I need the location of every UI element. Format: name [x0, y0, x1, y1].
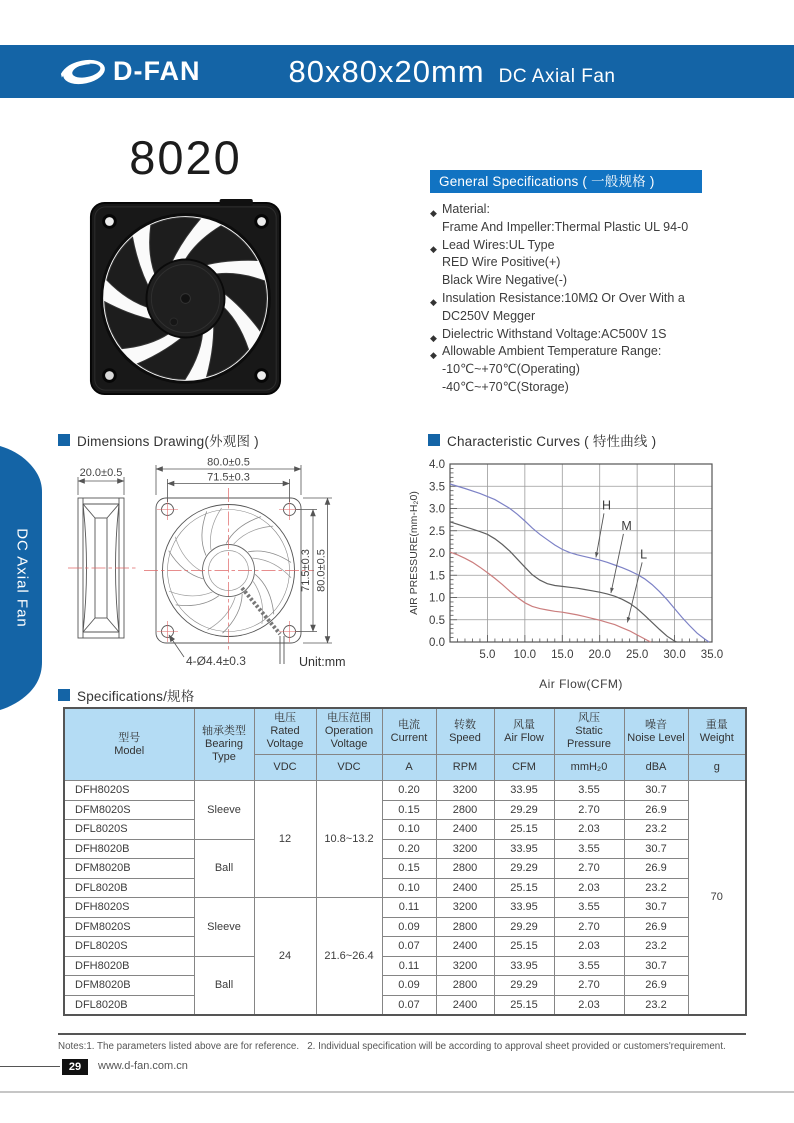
specifications-table-wrap [63, 707, 745, 1016]
table-cell: 0.09 [382, 917, 436, 937]
table-cell: 3.55 [554, 898, 624, 918]
table-cell: 2400 [436, 995, 494, 1015]
x-tick-label: 25.0 [625, 649, 649, 661]
specifications-table [63, 707, 747, 1016]
table-cell: Ball [194, 956, 254, 1015]
dim-holes: 4-Ø4.4±0.3 [186, 654, 246, 668]
y-tick-label: 4.0 [429, 459, 445, 471]
table-cell: 23.2 [624, 995, 688, 1015]
table-cell: DFH8020S [64, 898, 194, 918]
spec-item: ◆ Insulation Resistance:10MΩ Or Over With a [430, 290, 722, 308]
spec-item: ◆ Material: [430, 201, 722, 219]
section-title-specifications: Specifications/规格 [58, 685, 194, 705]
table-cell: 29.29 [494, 976, 554, 996]
blue-square-bullet-icon [428, 434, 440, 446]
table-cell: 23.2 [624, 937, 688, 957]
table-cell: DFM8020B [64, 976, 194, 996]
table-cell: Sleeve [194, 781, 254, 840]
table-cell: 3200 [436, 839, 494, 859]
table-cell: Ball [194, 839, 254, 898]
column-header: 电流 Current [382, 708, 436, 755]
table-cell: DFL8020S [64, 937, 194, 957]
table-cell: 0.11 [382, 898, 436, 918]
table-cell: 26.9 [624, 859, 688, 879]
unit-header: mmH₂0 [554, 755, 624, 781]
unit-header: A [382, 755, 436, 781]
curve-label-H: H [601, 498, 611, 513]
x-tick-label: 20.0 [588, 649, 611, 661]
table-cell: 2.03 [554, 878, 624, 898]
table-cell: 0.11 [382, 956, 436, 976]
dim-unit: Unit:mm [299, 655, 346, 669]
table-cell: 0.09 [382, 976, 436, 996]
page-number-line [0, 1066, 60, 1067]
brand-logo-icon [60, 56, 108, 88]
table-row [64, 781, 746, 801]
table-cell: Sleeve [194, 898, 254, 957]
table-cell: 2800 [436, 917, 494, 937]
table-cell: 29.29 [494, 917, 554, 937]
diamond-bullet-icon: ◆ [430, 208, 437, 218]
spec-item: ◆ Lead Wires:UL Type [430, 237, 722, 255]
spec-item: -40℃~+70℃(Storage) [442, 379, 569, 394]
column-header: 电压 Rated Voltage [254, 708, 316, 755]
spec-item: DC250V Megger [442, 308, 536, 323]
table-cell: 70 [688, 781, 746, 1015]
table-cell: 24 [254, 898, 316, 1015]
column-header: 噪音 Noise Level [624, 708, 688, 755]
y-tick-label: 0.0 [429, 637, 445, 649]
table-cell: 0.10 [382, 878, 436, 898]
x-tick-label: 35.0 [700, 649, 724, 661]
chart-y-axis-title: AIR PRESSURE(mm-H₂0) [408, 491, 420, 615]
x-tick-label: 10.0 [513, 649, 537, 661]
spec-item: ◆ Allowable Ambient Temperature Range: [430, 343, 722, 361]
y-tick-label: 2.0 [429, 548, 445, 560]
table-cell: 25.15 [494, 995, 554, 1015]
table-cell: 21.6~26.4 [316, 898, 382, 1015]
table-cell: 0.10 [382, 820, 436, 840]
dimensions-drawing [56, 450, 406, 695]
table-cell: 33.95 [494, 898, 554, 918]
table-row [64, 976, 746, 996]
sidebar-tab [0, 446, 44, 710]
diamond-bullet-icon: ◆ [430, 243, 437, 254]
curve-label-M: M [621, 518, 632, 533]
y-tick-label: 2.5 [429, 525, 445, 538]
section-title-curves: Characteristic Curves ( 特性曲线 ) [428, 430, 656, 450]
curves-chart-svg [406, 450, 738, 698]
table-row [64, 859, 746, 879]
table-cell: 30.7 [624, 898, 688, 918]
table-cell: 2.70 [554, 800, 624, 820]
table-row [64, 839, 746, 859]
fan-photo [88, 197, 283, 404]
unit-header: dBA [624, 755, 688, 781]
y-tick-label: 0.5 [429, 614, 445, 627]
table-cell: 33.95 [494, 839, 554, 859]
table-cell: 2.70 [554, 859, 624, 879]
blue-square-bullet-icon [58, 434, 70, 446]
column-header: 轴承类型 Bearing Type [194, 708, 254, 781]
y-tick-label: 1.5 [429, 570, 445, 583]
page-number: 29 [62, 1059, 88, 1075]
chart-x-axis-title: Air Flow(CFM) [539, 677, 623, 691]
table-cell: 2.03 [554, 820, 624, 840]
table-cell: DFM8020S [64, 917, 194, 937]
blue-square-bullet-icon [58, 689, 70, 701]
model-number: 8020 [129, 131, 242, 184]
fan-photo-image [88, 197, 283, 399]
table-cell: 30.7 [624, 839, 688, 859]
x-tick-label: 5.0 [479, 649, 496, 661]
table-cell: 10.8~13.2 [316, 781, 382, 898]
dim-height-inner: 71.5±0.3 [300, 549, 312, 592]
table-cell: DFH8020B [64, 839, 194, 859]
website-text: www.d-fan.com.cn [98, 1060, 188, 1072]
table-cell: 3200 [436, 898, 494, 918]
unit-header: CFM [494, 755, 554, 781]
table-row [64, 878, 746, 898]
section-title-dimensions: Dimensions Drawing(外观图 ) [58, 430, 259, 450]
table-cell: 0.07 [382, 937, 436, 957]
table-cell: DFL8020S [64, 820, 194, 840]
dim-depth: 20.0±0.5 [79, 467, 123, 479]
dim-width-inner: 71.5±0.3 [207, 471, 250, 484]
y-tick-label: 1.0 [429, 592, 445, 605]
table-row [64, 995, 746, 1015]
fan-product-title: DC Axial Fan [498, 65, 616, 87]
curve-H [450, 484, 709, 642]
unit-header: g [688, 755, 746, 781]
table-cell: 2.70 [554, 976, 624, 996]
table-row [64, 800, 746, 820]
table-cell: 3200 [436, 956, 494, 976]
page-title [289, 54, 616, 90]
fan-size-title: 80x80x20mm [288, 53, 485, 89]
column-header: 转数 Speed [436, 708, 494, 755]
table-cell: 33.95 [494, 781, 554, 801]
table-cell: 0.15 [382, 800, 436, 820]
y-tick-label: 3.5 [429, 481, 445, 494]
table-row [64, 820, 746, 840]
column-header: 重量 Weight [688, 708, 746, 755]
spec-item: RED Wire Positive(+) [442, 255, 561, 270]
table-cell: DFH8020S [64, 781, 194, 801]
column-header: 电压范围 Operation Voltage [316, 708, 382, 755]
sidebar-tab-label: DC Axial Fan [13, 528, 31, 628]
table-cell: 2400 [436, 878, 494, 898]
table-cell: 2800 [436, 976, 494, 996]
curve-M [450, 522, 677, 642]
general-specifications-header: General Specifications ( 一般规格 ) [430, 170, 702, 193]
brand-name: D-FAN [113, 56, 201, 86]
table-cell: 2800 [436, 859, 494, 879]
x-tick-label: 30.0 [663, 649, 686, 661]
column-header: 风量 Air Flow [494, 708, 554, 755]
table-cell: 3200 [436, 781, 494, 801]
spec-item: Frame And Impeller:Thermal Plastic UL 94-0 [442, 219, 689, 234]
table-cell: 30.7 [624, 781, 688, 801]
unit-header: VDC [316, 755, 382, 781]
table-cell: 0.07 [382, 995, 436, 1015]
dimensions-drawing-svg [56, 450, 406, 690]
spec-item: Black Wire Negative(-) [442, 273, 568, 288]
brand-logo [60, 56, 201, 88]
table-cell: 3.55 [554, 956, 624, 976]
table-cell: 2400 [436, 820, 494, 840]
spec-item: ◆ Dielectric Withstand Voltage:AC500V 1S [430, 326, 722, 344]
table-cell: 3.55 [554, 839, 624, 859]
table-cell: 25.15 [494, 937, 554, 957]
diamond-bullet-icon: ◆ [430, 332, 437, 343]
spec-item: -10℃~+70℃(Operating) [442, 362, 580, 377]
notes-divider [58, 1033, 746, 1035]
unit-header: RPM [436, 755, 494, 781]
table-cell: 2800 [436, 800, 494, 820]
notes-text: Notes:1. The parameters listed above are for reference. 2. Individual specification will be according to approval sheet provided or customers'requirement. [58, 1041, 726, 1052]
table-cell: 23.2 [624, 820, 688, 840]
table-cell: 30.7 [624, 956, 688, 976]
table-cell: 0.15 [382, 859, 436, 879]
table-cell: 26.9 [624, 976, 688, 996]
table-cell: 29.29 [494, 859, 554, 879]
table-cell: 33.95 [494, 956, 554, 976]
table-cell: DFL8020B [64, 878, 194, 898]
table-cell: 29.29 [494, 800, 554, 820]
dimension-labels [80, 457, 346, 670]
table-cell: 2.03 [554, 937, 624, 957]
table-row [64, 898, 746, 918]
table-cell: 25.15 [494, 878, 554, 898]
table-cell: 12 [254, 781, 316, 898]
dim-height-outer: 80.0±0.5 [315, 549, 328, 592]
header-bar [0, 45, 794, 98]
table-cell: DFM8020B [64, 859, 194, 879]
table-cell: 3.55 [554, 781, 624, 801]
table-cell: DFM8020S [64, 800, 194, 820]
table-row [64, 937, 746, 957]
column-header: 型号 Model [64, 708, 194, 781]
diamond-bullet-icon: ◆ [430, 350, 437, 361]
unit-header: VDC [254, 755, 316, 781]
table-cell: 2.03 [554, 995, 624, 1015]
dim-width-outer: 80.0±0.5 [207, 456, 250, 469]
table-cell: 2400 [436, 937, 494, 957]
y-tick-label: 3.0 [429, 503, 445, 516]
table-cell: DFH8020B [64, 956, 194, 976]
table-cell: DFL8020B [64, 995, 194, 1015]
column-header: 风压 Static Pressure [554, 708, 624, 755]
centerlines [68, 488, 314, 652]
table-cell: 26.9 [624, 917, 688, 937]
table-cell: 2.70 [554, 917, 624, 937]
table-row [64, 917, 746, 937]
x-tick-label: 15.0 [551, 649, 574, 661]
table-row [64, 956, 746, 976]
general-specifications-list [430, 201, 722, 397]
table-cell: 0.20 [382, 781, 436, 801]
diamond-bullet-icon: ◆ [430, 296, 437, 307]
general-specifications [430, 170, 722, 397]
table-cell: 26.9 [624, 800, 688, 820]
table-cell: 25.15 [494, 820, 554, 840]
curve-label-L: L [640, 547, 648, 562]
bottom-divider [0, 1091, 794, 1093]
table-cell: 23.2 [624, 878, 688, 898]
curve-L [450, 552, 651, 642]
characteristic-curves-chart [406, 450, 738, 703]
table-cell: 0.20 [382, 839, 436, 859]
